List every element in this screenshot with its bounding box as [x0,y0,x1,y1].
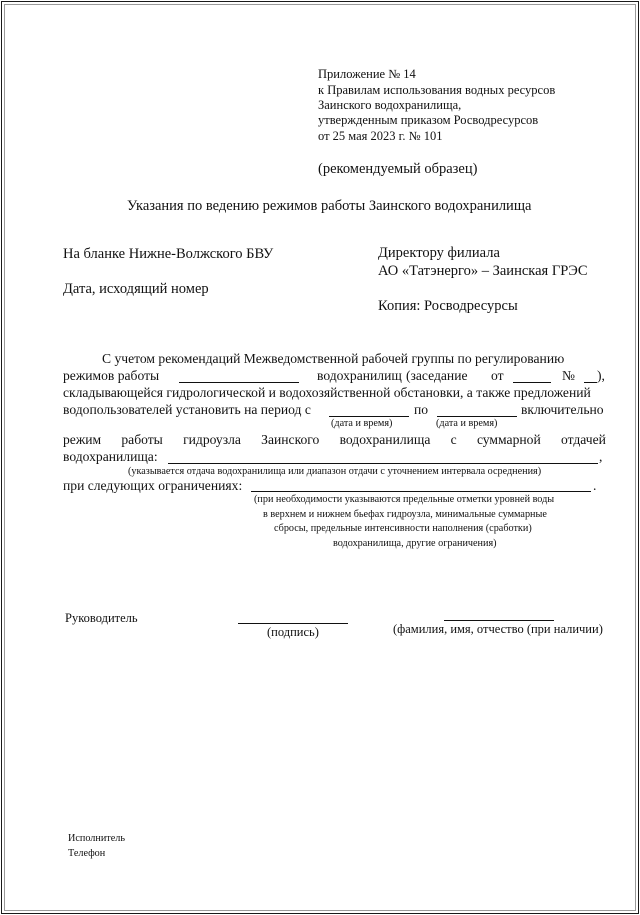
body-line-2-from: от [491,368,504,383]
body-line-7-label: при следующих ограничениях: [63,478,243,493]
fullname-hint: (фамилия, имя, отчество (при наличии) [393,622,603,636]
release-blank [168,463,598,464]
mode-blank [179,382,299,383]
hint-end-datetime: (дата и время) [436,418,498,429]
period-end-blank [437,416,517,417]
body-line-2-reservoirs: водохранилищ [317,368,402,383]
sample-note: (рекомендуемый образец) [318,161,478,177]
meeting-date-blank [513,382,551,383]
body-line-7-end: . [593,478,597,493]
body-line-4-inclusive: включительно [521,402,604,417]
signature-hint: (подпись) [267,625,319,639]
word-release: отдачей [560,432,606,447]
appendix-order: утвержденным приказом Росводресурсов [318,113,539,127]
addressee-line-1: Директору филиала [378,245,500,261]
signature-blank [238,623,348,624]
fullname-blank [444,620,554,621]
word-operation: работы [121,432,163,447]
signature-role: Руководитель [65,611,138,625]
body-line-2-end: ), [597,368,605,383]
hint-release: (указывается отдача водохранилища или диапазон отдачи с уточнением интервала осреднения) [128,466,542,477]
appendix-number: Приложение № 14 [318,67,416,81]
executor-label: Исполнитель [68,833,125,844]
phone-label: Телефон [68,848,106,859]
letterhead-label: На бланке Нижне-Волжского БВУ [63,246,274,262]
body-line-4-to: по [414,402,429,417]
hint-limits-3: сбросы, предельные интенсивности наполнения (сработки) [274,523,532,534]
addressee-line-2: АО «Татэнерго» – Заинская ГРЭС [378,263,588,279]
body-line-2-meeting: (заседание [406,368,468,383]
document-title: Указания по ведению режимов работы Заинского водохранилища [127,198,532,214]
copy-label: Копия: Росводресурсы [378,298,518,314]
body-line-3: складывающейся гидрологической и водохозяйственной обстановки, а также предложений [63,385,591,400]
word-reservoir: водохранилища [339,432,431,447]
body-line-6-end: , [599,449,603,464]
body-line-2-number-sign: № [562,368,575,383]
appendix-rules: к Правилам использования водных ресурсов [318,83,556,97]
appendix-date: от 25 мая 2023 г. № 101 [318,129,443,143]
body-line-6-label: водохранилища: [63,449,158,464]
body-line-1: С учетом рекомендаций Межведомственной рабочей группы по регулированию [102,351,565,366]
body-line-5 [63,432,606,448]
word-hydrosystem: гидроузла [183,432,241,447]
hint-limits-2: в верхнем и нижнем бьефах гидроузла, минимальные суммарные [263,509,547,520]
hint-limits-1: (при необходимости указываются предельные отметки уровней воды [254,494,555,505]
limits-blank [251,491,591,492]
word-zainsk: Заинского [261,432,320,447]
date-number-label: Дата, исходящий номер [63,281,209,297]
hint-limits-4: водохранилища, другие ограничения) [333,538,497,549]
word-total: суммарной [476,432,541,447]
period-start-blank [329,416,409,417]
word-mode: режим [63,432,102,447]
hint-start-datetime: (дата и время) [331,418,393,429]
word-with: с [450,432,457,447]
body-line-4-label: водопользователей установить на период с [63,402,311,417]
body-line-2-label: режимов работы [63,368,160,383]
meeting-number-blank [584,382,597,383]
appendix-reservoir: Заинского водохранилища, [318,98,462,112]
